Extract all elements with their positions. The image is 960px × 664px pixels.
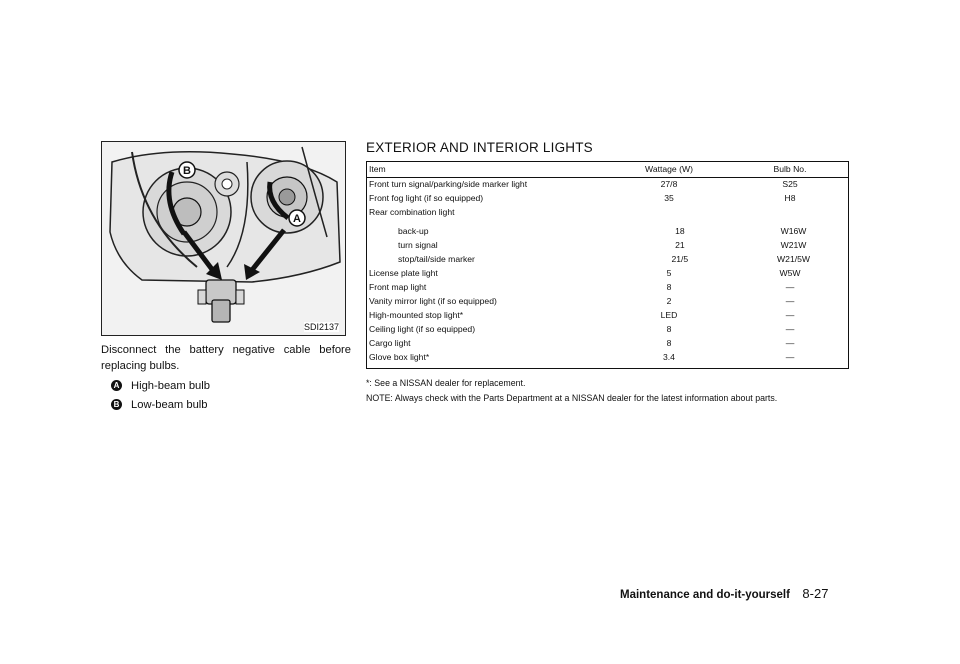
page-footer <box>620 585 828 603</box>
cell-item: Rear combination light <box>369 207 455 217</box>
cell-bulb: W16W <box>780 226 807 237</box>
cell-wattage: LED <box>660 310 678 321</box>
table-row <box>367 295 848 309</box>
footer-title: Maintenance and do-it-yourself <box>620 589 790 601</box>
cell-bulb: W21W <box>780 240 807 251</box>
table-row <box>367 267 848 281</box>
cell-wattage: 8 <box>666 338 672 349</box>
header-wattage: Wattage (W) <box>645 163 693 174</box>
cell-bulb: W5W <box>779 268 801 279</box>
cell-wattage: 2 <box>666 296 672 307</box>
badge-a: A <box>111 380 122 391</box>
cell-bulb: — <box>785 352 795 363</box>
cell-item: Glove box light* <box>369 352 430 363</box>
table-row <box>367 323 848 337</box>
figure-code: SDI2137 <box>303 322 339 332</box>
cell-item: stop/tail/side marker <box>398 254 475 265</box>
table-row <box>367 239 848 253</box>
cell-wattage: 21 <box>675 240 685 251</box>
cell-wattage: 8 <box>666 282 672 293</box>
legend-label: High-beam bulb <box>131 379 210 392</box>
table-row <box>367 351 848 365</box>
cell-item: back-up <box>398 226 429 237</box>
badge-b: B <box>111 399 122 410</box>
legend-item-low-beam <box>111 395 351 414</box>
cell-item: Front turn signal/parking/side marker light <box>369 179 528 190</box>
cell-bulb: — <box>785 324 795 335</box>
legend-item-high-beam <box>111 376 351 395</box>
table-row <box>367 309 848 323</box>
page-number: 8-27 <box>802 586 829 601</box>
cell-bulb: H8 <box>784 193 796 204</box>
section-heading: EXTERIOR AND INTERIOR LIGHTS <box>366 140 593 155</box>
table-row <box>367 281 848 295</box>
cell-bulb: — <box>785 310 795 321</box>
header-item: Item <box>369 163 386 174</box>
caption-text: Disconnect the battery negative cable before replacing bulbs. <box>101 344 351 372</box>
table-row <box>367 253 848 267</box>
cell-wattage: 18 <box>675 226 685 237</box>
table-row <box>367 178 848 192</box>
cell-item: Front map light <box>369 282 427 293</box>
legend-label: Low-beam bulb <box>131 398 208 411</box>
cell-item: Vanity mirror light (if so equipped) <box>369 296 497 307</box>
callout-a-label: A <box>293 213 301 225</box>
cell-bulb: S25 <box>782 179 798 190</box>
cell-item: High-mounted stop light* <box>369 310 464 321</box>
note: NOTE: Always check with the Parts Department at a NISSAN dealer for the latest information about parts. <box>366 393 778 403</box>
lights-table <box>366 161 849 369</box>
cell-wattage: 5 <box>666 268 672 279</box>
cell-wattage: 35 <box>664 193 674 204</box>
table-row <box>367 337 848 351</box>
footnote: *: See a NISSAN dealer for replacement. <box>366 378 526 388</box>
headlight-bulb-drawing <box>102 142 345 335</box>
table-header <box>367 162 848 178</box>
cell-bulb: — <box>785 282 795 293</box>
cell-bulb: W21/5W <box>777 254 810 265</box>
headlight-illustration <box>101 141 346 336</box>
cell-bulb: — <box>785 296 795 307</box>
cell-item: License plate light <box>369 268 438 279</box>
header-bulb: Bulb No. <box>773 163 807 174</box>
cell-wattage: 8 <box>666 324 672 335</box>
cell-wattage: 27/8 <box>660 179 678 190</box>
cell-item: turn signal <box>398 240 438 251</box>
cell-item: Ceiling light (if so equipped) <box>369 324 476 335</box>
cell-item: Front fog light (if so equipped) <box>369 193 484 204</box>
table-row <box>367 192 848 206</box>
cell-wattage: 3.4 <box>663 352 675 363</box>
table-row <box>367 206 848 225</box>
cell-wattage: 21/5 <box>671 254 689 265</box>
cell-bulb: — <box>785 338 795 349</box>
cell-item: Cargo light <box>369 338 411 349</box>
table-row <box>367 225 848 239</box>
bulb-legend <box>111 376 351 414</box>
callout-b-label: B <box>183 165 191 177</box>
